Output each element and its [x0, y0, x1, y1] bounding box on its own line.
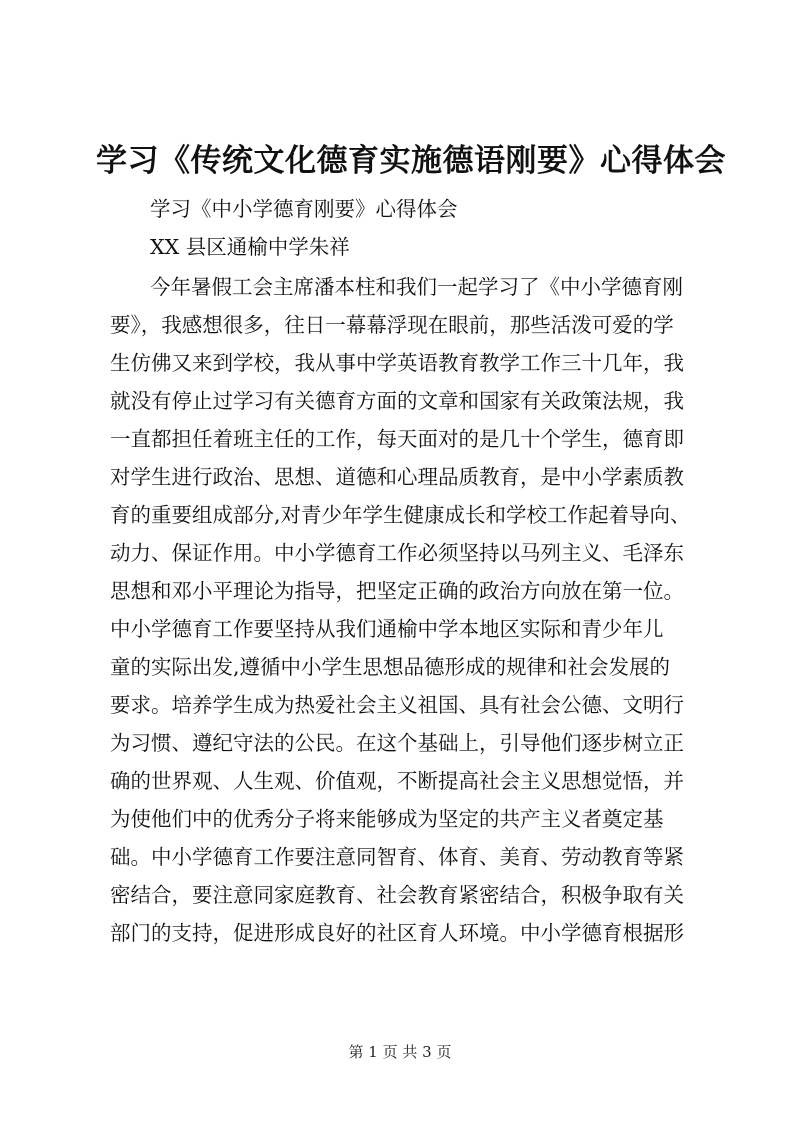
document-title: 学习《传统文化德育实施德语刚要》心得体会 — [96, 143, 726, 179]
page-number-footer: 第 1 页 共 3 页 — [348, 1043, 452, 1061]
body-line: 要求。培养学生成为热爱社会主义祖国、具有社会公德、文明行 — [110, 693, 684, 717]
body-line: 童的实际出发,遵循中小学生思想品德形成的规律和社会发展的 — [110, 655, 671, 679]
body-line: 就没有停止过学习有关德育方面的文章和国家有关政策法规，我 — [110, 389, 684, 413]
body-line: 要》，我感想很多，往日一幕幕浮现在眼前，那些活泼可爱的学 — [110, 313, 674, 337]
body-line: 确的世界观、人生观、价值观，不断提高社会主义思想觉悟，并 — [110, 769, 684, 793]
body-line: 部门的支持，促进形成良好的社区育人环境。中小学德育根据形 — [110, 921, 684, 945]
author-line: XX 县区通榆中学朱祥 — [150, 235, 350, 259]
body-line: 础。中小学德育工作要注意同智育、体育、美育、劳动教育等紧 — [110, 845, 684, 869]
body-line: 中小学德育工作要坚持从我们通榆中学本地区实际和青少年儿 — [110, 617, 664, 641]
body-line: 育的重要组成部分,对青少年学生健康成长和学校工作起着导向、 — [110, 503, 691, 527]
body-line: 为习惯、遵纪守法的公民。在这个基础上，引导他们逐步树立正 — [110, 731, 684, 755]
body-line: 密结合，要注意同家庭教育、社会教育紧密结合，积极争取有关 — [110, 883, 684, 907]
body-line: 一直都担任着班主任的工作，每天面对的是几十个学生，德育即 — [110, 427, 684, 451]
body-line: 动力、保证作用。中小学德育工作必须坚持以马列主义、毛泽东 — [110, 541, 684, 565]
document-subtitle: 学习《中小学德育刚要》心得体会 — [150, 197, 458, 221]
body-line: 今年暑假工会主席潘本柱和我们一起学习了《中小学德育刚 — [150, 275, 683, 299]
body-line: 生仿佛又来到学校，我从事中学英语教育教学工作三十几年，我 — [110, 351, 684, 375]
body-line: 思想和邓小平理论为指导，把坚定正确的政治方向放在第一位。 — [110, 579, 684, 603]
body-line: 对学生进行政治、思想、道德和心理品质教育，是中小学素质教 — [110, 465, 684, 489]
body-line: 为使他们中的优秀分子将来能够成为坚定的共产主义者奠定基 — [110, 807, 664, 831]
